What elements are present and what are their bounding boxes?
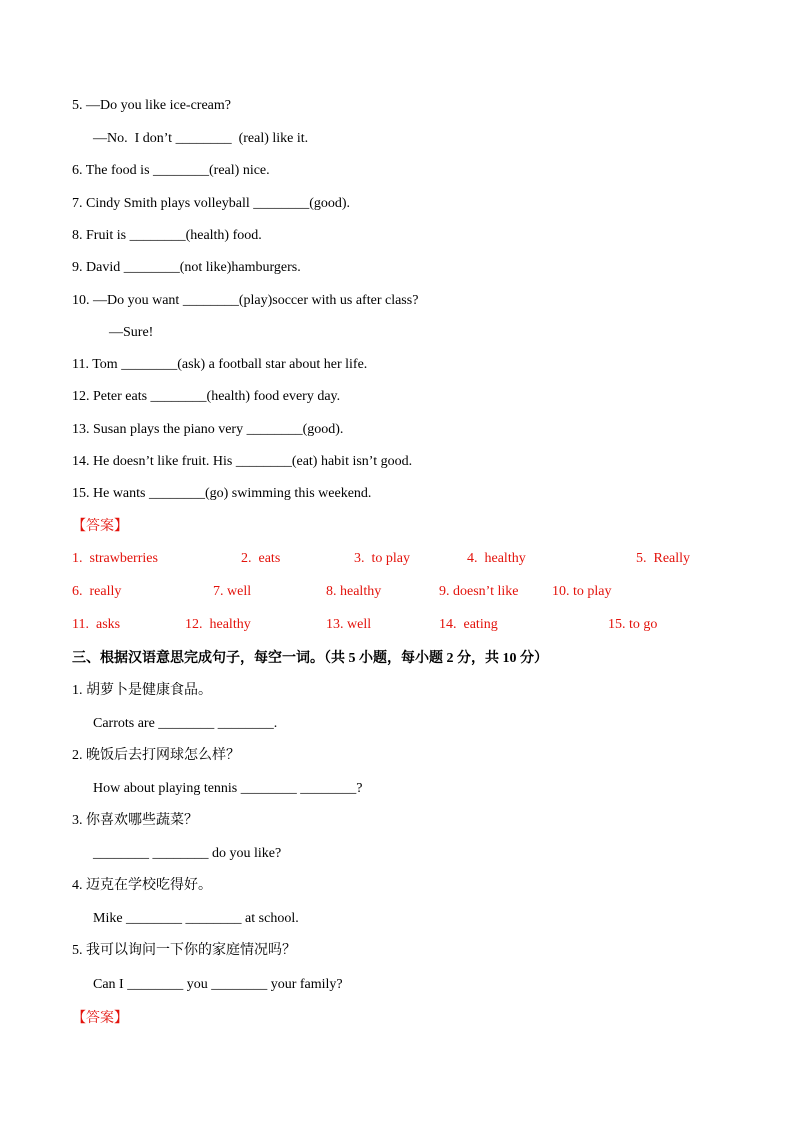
section-3-prompt-2: 2. 晚饭后去打网球怎么样？	[72, 748, 240, 763]
section-3-prompt-4: 4. 迈克在学校吃得好。	[72, 878, 212, 893]
section-3-prompt-1: 1. 胡萝卜是健康食品。	[72, 683, 212, 698]
section-3-sentence-5: Can I ________ you ________ your family?	[93, 977, 343, 992]
question-11: 11. Tom ________(ask) a football star about her life.	[72, 357, 368, 372]
question-10: 10. —Do you want ________(play)soccer with us after class?	[72, 293, 419, 308]
answer-9: 9. doesn’t like	[439, 584, 519, 599]
answer-1: 1. strawberries	[72, 551, 158, 566]
section-3-sentence-3: ________ ________ do you like?	[93, 846, 282, 861]
answer-5: 5. Really	[636, 551, 691, 566]
answer-10: 10. to play	[552, 584, 612, 599]
question-9: 9. David ________(not like)hamburgers.	[72, 260, 301, 275]
answer-7: 7. well	[213, 584, 252, 599]
question-8: 8. Fruit is ________(health) food.	[72, 228, 262, 243]
question-6: 6. The food is ________(real) nice.	[72, 163, 270, 178]
section-3-sentence-4: Mike ________ ________ at school.	[93, 911, 299, 926]
answer-label: 【答案】	[72, 519, 128, 534]
answer-3: 3. to play	[354, 551, 410, 566]
answer-15: 15. to go	[608, 617, 658, 632]
answer-4: 4. healthy	[467, 551, 526, 566]
answer-6: 6. really	[72, 584, 122, 599]
answer-14: 14. eating	[439, 617, 498, 632]
section-3-prompt-3: 3. 你喜欢哪些蔬菜？	[72, 813, 198, 828]
question-7: 7. Cindy Smith plays volleyball ________(good).	[72, 196, 351, 211]
question-10-reply: —Sure!	[109, 325, 154, 340]
answer-11: 11. asks	[72, 617, 121, 632]
answer-label-2: 【答案】	[72, 1011, 128, 1026]
section-3-title: 三、根据汉语意思完成句子，每空一词。（共 5 小题，每小题 2 分，共 10 分）	[72, 651, 548, 666]
question-14: 14. He doesn’t like fruit. His ________(eat) habit isn’t good.	[72, 454, 413, 469]
answer-8: 8. healthy	[326, 584, 382, 599]
question-5: 5. —Do you like ice-cream?	[72, 98, 231, 113]
section-3-sentence-1: Carrots are ________ ________.	[93, 716, 278, 731]
question-15: 15. He wants ________(go) swimming this weekend.	[72, 486, 372, 501]
section-3-prompt-5: 5. 我可以询问一下你的家庭情况吗？	[72, 943, 296, 958]
section-3-sentence-2: How about playing tennis ________ ________?	[93, 781, 363, 796]
question-13: 13. Susan plays the piano very ________(good).	[72, 422, 344, 437]
question-12: 12. Peter eats ________(health) food every day.	[72, 389, 341, 404]
answer-2: 2. eats	[241, 551, 281, 566]
question-5-reply: —No. I don’t ________ (real) like it.	[93, 131, 309, 146]
answer-13: 13. well	[326, 617, 372, 632]
answer-12: 12. healthy	[185, 617, 251, 632]
